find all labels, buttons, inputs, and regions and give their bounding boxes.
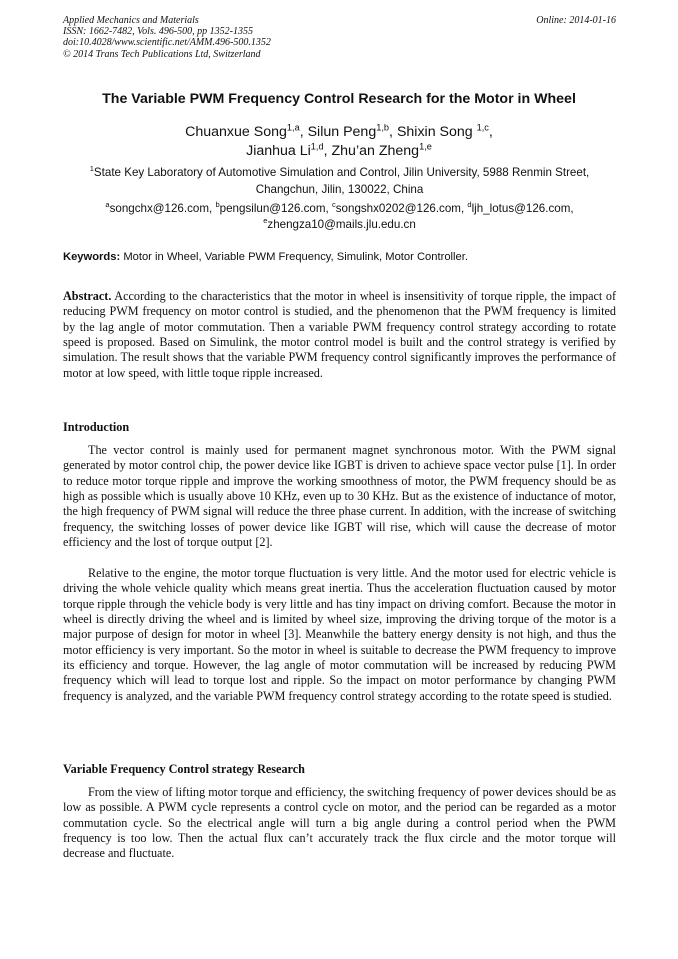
affiliation-mark: 1: [89, 164, 94, 174]
section-heading-introduction: Introduction: [63, 420, 130, 434]
paper-title: The Variable PWM Frequency Control Research for the Motor in Wheel: [102, 91, 576, 107]
doi-line: doi:10.4028/www.scientific.net/AMM.496-500.1352: [63, 37, 271, 49]
issn-line: ISSN: 1662-7482, Vols. 496-500, pp 1352-1355: [63, 26, 253, 38]
author-name: Shixin Song: [396, 124, 477, 140]
affiliation-line-2: Changchun, Jilin, 130022, China: [255, 182, 424, 196]
author-separator: ,: [488, 124, 493, 140]
introduction-paragraph-2: Relative to the engine, the motor torque fluctuation is very little. And the motor used for electric vehicle is driving the whole vehicle quality which means great inertia. Thus the acceleration fluctuation caused by motor torque ripple through the vehicle body is very little and has tiny impact on driving comfort. Because the motor in wheel is directly driving the wheel and is limited by wheel size, improving the driving torque of the motor is a major purpose of design for motor in wheel [3]. Meanwhile the battery energy density is not high, and thus the motor efficiency is very important. So the motor in wheel is suitable to decrease the PWM frequency to improve its efficiency and torque. However, the lag angle of motor commutation will be increased by reducing PWM frequency which will lead to torque lost and ripple. So the impact on motor performance by changing PWM frequency is analyzed, and the variable PWM frequency control strategy according to the rotate speed is studied.: [63, 566, 616, 703]
author-affiliation-mark: 1,e: [419, 140, 432, 151]
email-mark: d: [467, 200, 472, 210]
abstract-label: Abstract.: [63, 289, 112, 303]
author-separator: ,: [389, 124, 397, 140]
email-address[interactable]: songshx0202@126.com,: [335, 202, 468, 215]
keywords: [63, 251, 616, 263]
author-list: [90, 123, 588, 160]
keywords-text: Motor in Wheel, Variable PWM Frequency, Simulink, Motor Controller.: [123, 251, 468, 263]
copyright-line: © 2014 Trans Tech Publications Ltd, Switzerland: [63, 48, 261, 60]
abstract-text: According to the characteristics that the motor in wheel is insensitivity of torque ripple, the impact of reducing PWM frequency on motor control is studied, and the phenomenon that the PWM frequency is limited by the lag angle of motor commutation. Then a variable PWM frequency control strategy according to rotate speed is proposed. Based on Simulink, the motor control model is built and the control strategy is verified by simulation. The result shows that the variable PWM frequency control significantly improves the performance of motor at low speed, with little toque ripple increased.: [63, 289, 617, 380]
email-mark: e: [263, 216, 268, 226]
variable-frequency-paragraph-1: From the view of lifting motor torque and efficiency, the switching frequency of power devices should be as low as possible. A PWM cycle represents a control cycle on motor, and the period can be regarded as a motor commutation cycle. So the electrical angle will turn a big angle during a control period when the PWM frequency is too low. Then the actual flux can’t accurately track the flux circle and the motor torque will decrease and fluctuate.: [63, 785, 616, 861]
section-heading-variable-frequency: Variable Frequency Control strategy Research: [63, 762, 305, 776]
email-address[interactable]: ljh_lotus@126.com,: [471, 202, 574, 215]
email-mark: b: [215, 200, 220, 210]
author-name: Chuanxue Song: [185, 124, 287, 140]
email-address[interactable]: zhengza10@mails.jlu.edu.cn: [267, 218, 416, 231]
author-separator: ,: [323, 142, 332, 159]
author-name: Zhu’an Zheng: [331, 142, 420, 159]
email-mark: a: [105, 200, 110, 210]
email-mark: c: [331, 200, 336, 210]
online-date: Online: 2014-01-16: [536, 15, 616, 26]
author-separator: ,: [299, 124, 308, 140]
author-name: Jianhua Li: [246, 142, 311, 159]
journal-name: Applied Mechanics and Materials: [63, 15, 199, 26]
journal-header: [63, 15, 616, 60]
email-address[interactable]: songchx@126.com,: [109, 202, 216, 215]
author-affiliation-mark: 1,a: [286, 122, 300, 133]
email-list: [63, 201, 616, 233]
author-affiliation-mark: 1,d: [310, 140, 324, 151]
introduction-paragraph-1: The vector control is mainly used for permanent magnet synchronous motor. With the PWM signal generated by motor control chip, the power device like IGBT is driven to achieve space vector pulse [1]. In order to reduce motor torque ripple and improve the working smoothness of motor, the PWM frequency should be as high as possible which is usually above 10 KHz, even up to 30 KHz. But as the existence of inductance of motor, the high frequency of PWM signal will reduce the three phase current. In addition, with the increase of switching frequency, the switching losses of power device like IGBT will rise, which will cause the decrease of motor efficiency and the lost of torque output [2].: [63, 443, 616, 550]
affiliation: [63, 165, 616, 198]
abstract: [63, 289, 616, 381]
author-affiliation-mark: 1,c: [476, 122, 489, 133]
keywords-label: Keywords:: [63, 251, 121, 263]
author-affiliation-mark: 1,b: [376, 122, 390, 133]
email-address[interactable]: pengsilun@126.com,: [219, 202, 332, 215]
author-name: Silun Peng: [307, 124, 377, 140]
affiliation-line-1: State Key Laboratory of Automotive Simulation and Control, Jilin University, 5988 Renmin Street,: [93, 166, 590, 179]
